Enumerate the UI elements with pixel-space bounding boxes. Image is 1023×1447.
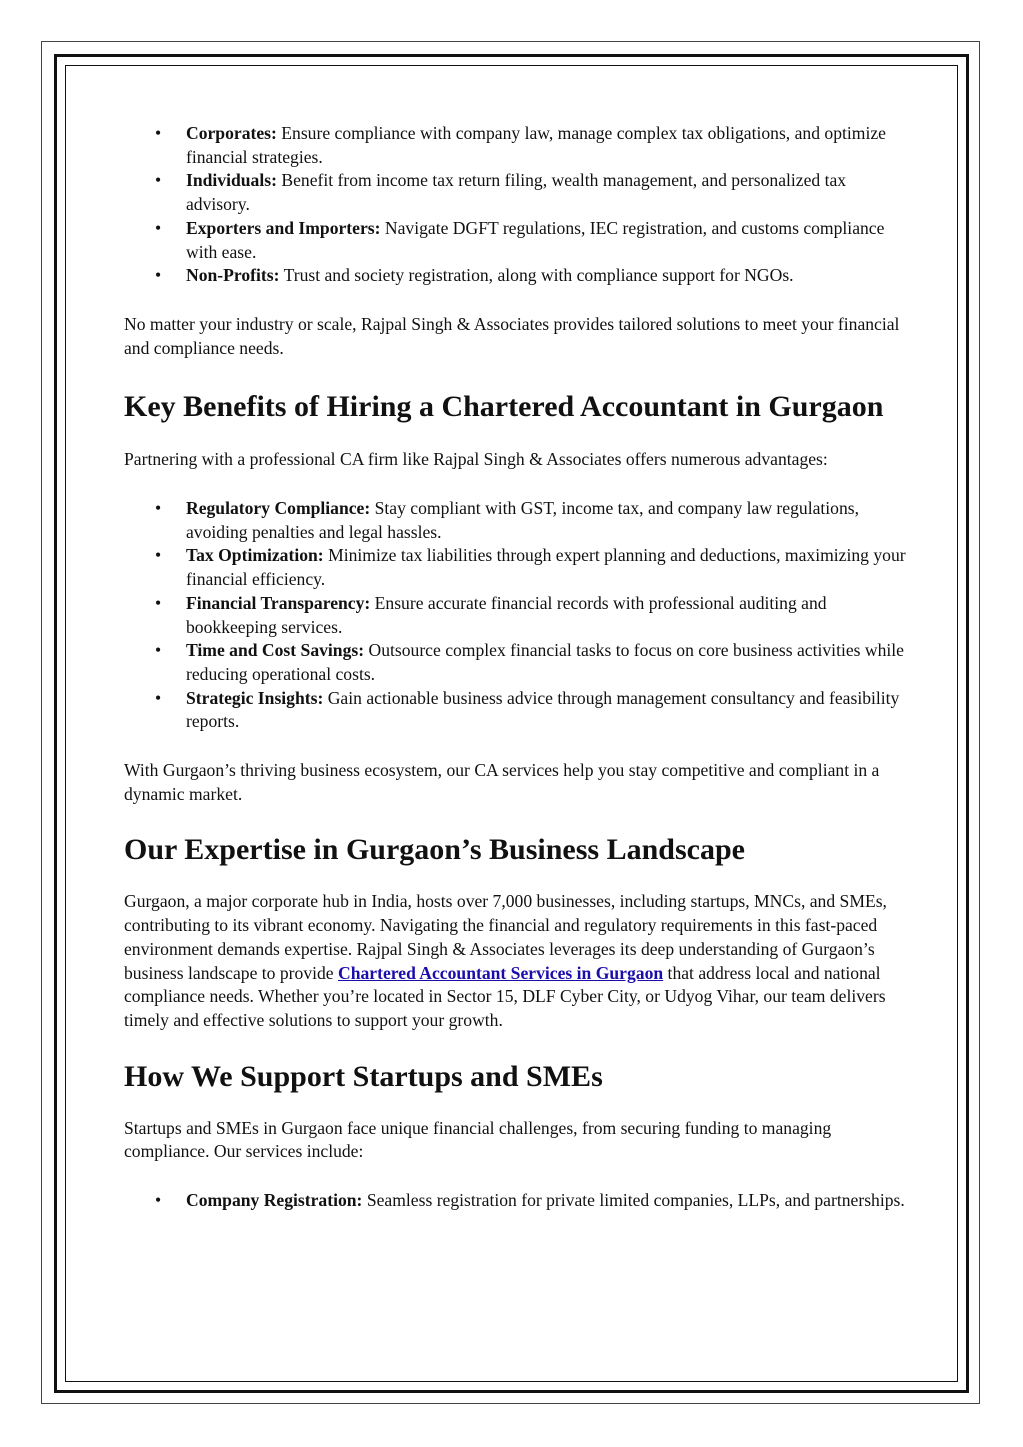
list-item-text: Gain actionable business advice through management consultancy and feasibility reports. [186,687,900,732]
list-item [124,497,914,544]
list-item [124,122,914,169]
list-item-term: Company Registration: [186,1190,363,1211]
list-item [124,544,914,591]
expertise-paragraph [124,890,914,1032]
list-item-text: Benefit from income tax return filing, wealth management, and personalized tax advisory. [186,170,847,215]
benefits-lead-paragraph: Partnering with a professional CA firm like Rajpal Singh & Associates offers numerous advantages: [124,449,828,470]
expertise-text-after: that address local and national compliance needs. Whether you’re located in Sector 15, DLF Cyber City, or Udyog Vihar, our team delivers timely and effective solutions to support your growth. [124,962,886,1030]
list-item [124,687,914,734]
list-item-text: Ensure compliance with company law, manage complex tax obligations, and optimize financial strategies. [186,123,886,167]
benefits-closing-paragraph: With Gurgaon’s thriving business ecosystem, our CA services help you stay competitive and compliant in a dynamic market. [124,760,880,804]
list-item [124,169,914,216]
list-item-text: Seamless registration for private limited companies, LLPs, and partnerships. [362,1190,905,1211]
list-item [124,264,914,288]
list-item [124,217,914,264]
list-item [124,639,914,686]
list-item [124,592,914,639]
list-item-term: Financial Transparency: [186,592,371,613]
list-item-text: Stay compliant with GST, income tax, and company law regulations, avoiding penalties and legal hassles. [186,498,860,542]
list-item-text: Trust and society registration, along with compliance support for NGOs. [279,265,794,286]
expertise-text-before: Gurgaon, a major corporate hub in India, hosts over 7,000 businesses, including startups, MNCs, and SMEs, contributing to its vibrant economy. Navigating the financial and regulatory requirements in this fast-paced environment demands expertise. Rajpal Singh & Associates leverages its deep understanding of Gurgaon’s business landscape to provide [124,891,887,983]
list-item-term: Individuals: [186,170,277,191]
expertise-heading: Our Expertise in Gurgaon’s Business Landscape [124,833,745,867]
list-item [124,1189,914,1213]
client-types-list [124,122,914,288]
list-item-term: Exporters and Importers: [186,217,381,238]
benefits-heading: Key Benefits of Hiring a Chartered Accountant in Gurgaon [124,390,884,424]
startup-services-list [124,1189,914,1213]
list-item-term: Corporates: [186,123,277,143]
list-item-term: Non-Profits: [186,265,280,286]
list-item-text: Outsource complex financial tasks to focus on core business activities while reducing operational costs. [186,640,904,684]
list-item-term: Tax Optimization: [186,545,324,566]
list-item-term: Regulatory Compliance: [186,498,371,519]
list-item-text: Navigate DGFT regulations, IEC registration, and customs compliance with ease. [186,217,885,262]
benefits-list [124,497,914,734]
startups-lead-paragraph: Startups and SMEs in Gurgaon face unique financial challenges, from securing funding to managing compliance. Our services include: [124,1117,832,1162]
intro-paragraph: No matter your industry or scale, Rajpal Singh & Associates provides tailored solutions to meet your financial and compliance needs. [124,313,900,358]
document-body [124,122,914,1213]
list-item-term: Time and Cost Savings: [186,640,365,661]
startups-heading: How We Support Startups and SMEs [124,1059,603,1093]
services-link[interactable]: Chartered Accountant Services in Gurgaon [338,962,664,983]
list-item-text: Minimize tax liabilities through expert planning and deductions, maximizing your financial efficiency. [186,545,906,590]
list-item-text: Ensure accurate financial records with professional auditing and bookkeeping services. [186,592,827,637]
list-item-term: Strategic Insights: [186,687,324,708]
